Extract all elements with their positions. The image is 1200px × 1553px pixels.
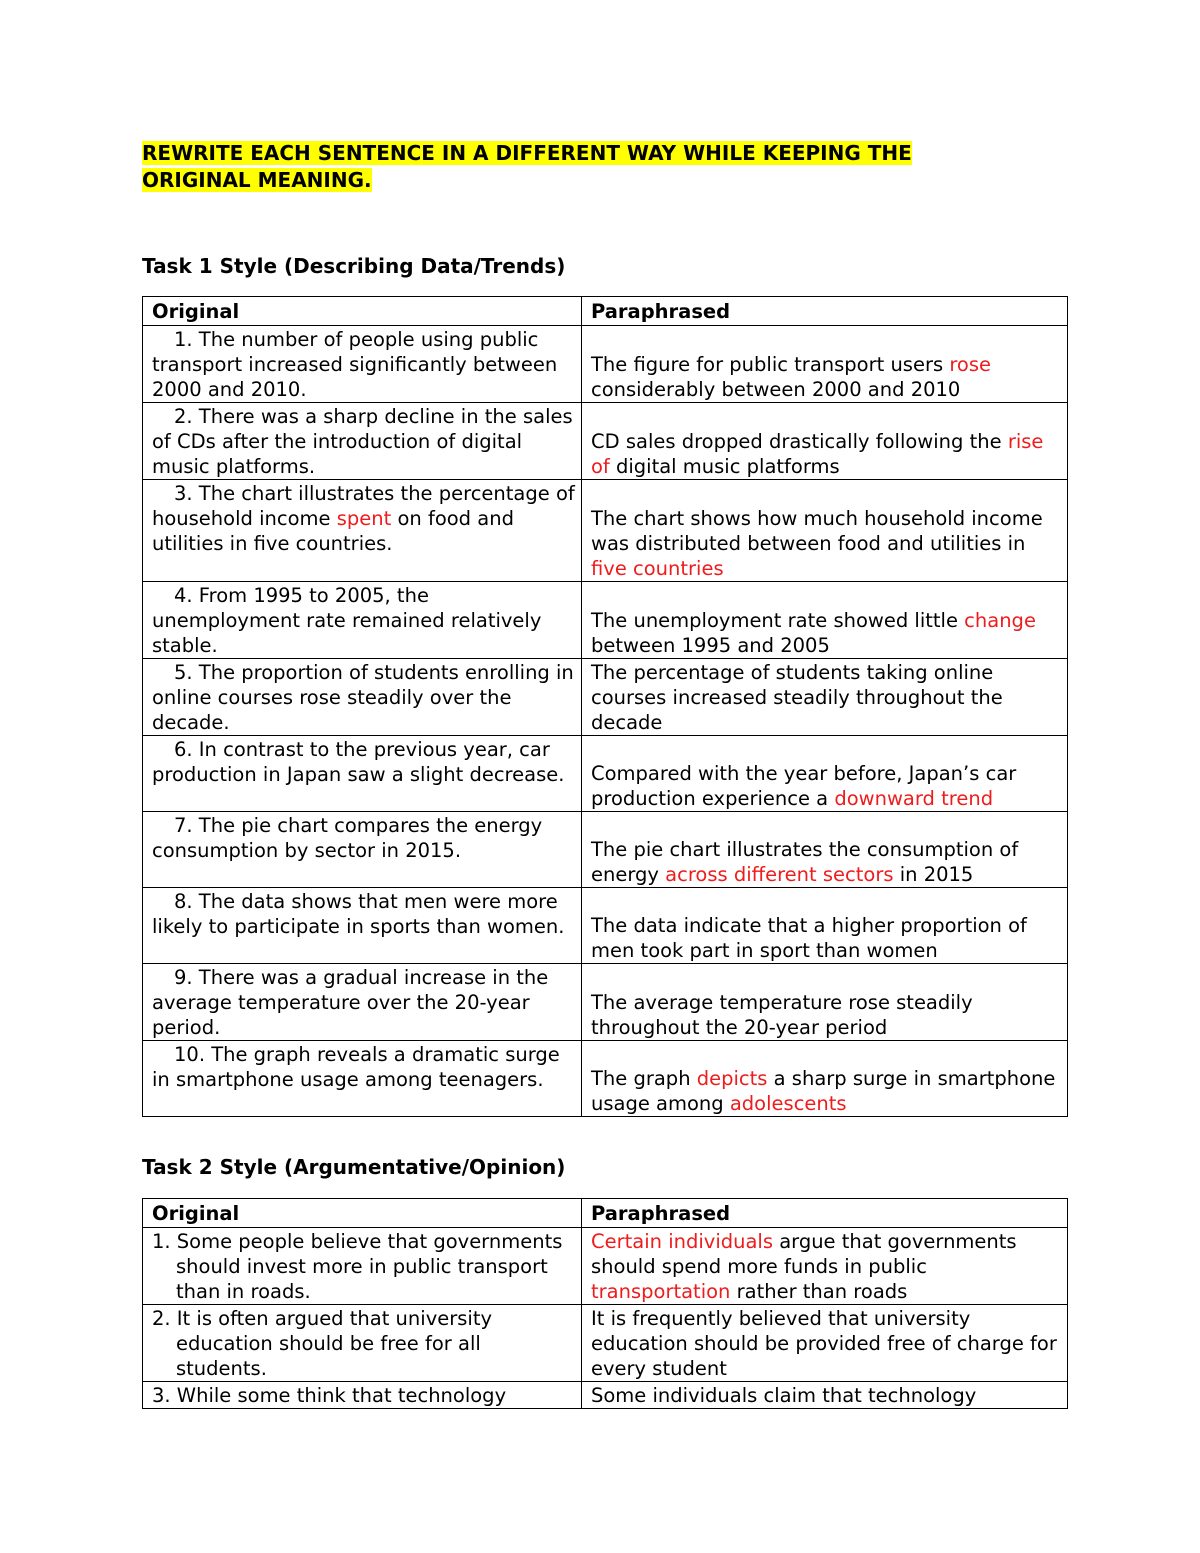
- text-segment: on food and utilities in five countries.: [152, 507, 514, 555]
- task1-table: [142, 296, 1068, 1117]
- text-segment: 8. The data shows that men were more likely to participate in sports than women.: [152, 890, 565, 938]
- original-sentence: [143, 403, 582, 480]
- highlighted-phrase: depicts: [696, 1067, 768, 1090]
- text-segment: 9. There was a gradual increase in the average temperature over the 20-year period.: [152, 966, 549, 1039]
- task2-title: Task 2 Style (Argumentative/Opinion): [142, 1155, 566, 1179]
- task2-table: [142, 1198, 1068, 1409]
- text-segment: 7. The pie chart compares the energy consumption by sector in 2015.: [152, 814, 543, 862]
- original-sentence: [143, 582, 582, 659]
- text-segment: rather than roads: [730, 1280, 908, 1303]
- text-segment: Some individuals claim that technology: [591, 1384, 977, 1407]
- original-sentence: [143, 812, 582, 888]
- original-sentence: [143, 326, 582, 403]
- text-segment: 2. There was a sharp decline in the sales of CDs after the introduction of digital music platforms.: [152, 405, 573, 478]
- text-segment: 3. While some think that technology: [152, 1384, 507, 1407]
- text-segment: 3. The chart illustrates the percentage of household income: [152, 482, 575, 530]
- task2-header-original: Original: [143, 1199, 582, 1228]
- paraphrased-sentence: [582, 736, 1068, 812]
- original-sentence: [143, 1305, 582, 1382]
- text-segment: The pie chart illustrates the consumption of energy: [591, 838, 1019, 886]
- original-text: [152, 1229, 575, 1304]
- original-text: [152, 583, 575, 658]
- highlighted-phrase: rise of: [591, 430, 1044, 478]
- text-segment: digital music platforms: [609, 455, 840, 478]
- paraphrased-sentence: [582, 326, 1068, 403]
- text-segment: 6. In contrast to the previous year, car production in Japan saw a slight decrease.: [152, 738, 565, 786]
- task1-header-paraphrased: Paraphrased: [582, 297, 1068, 326]
- original-text: [152, 965, 575, 1040]
- original-text: [152, 327, 575, 402]
- original-text: [152, 481, 575, 556]
- original-text: [152, 813, 575, 863]
- text-segment: 5. The proportion of students enrolling in online courses rose steadily over the decade.: [152, 661, 574, 734]
- table-row: [143, 480, 1068, 582]
- original-sentence: [143, 1228, 582, 1305]
- highlighted-phrase: transportation: [591, 1280, 731, 1303]
- table-row: [143, 326, 1068, 403]
- table-row: [143, 812, 1068, 888]
- text-segment: 10. The graph reveals a dramatic surge in smartphone usage among teenagers.: [152, 1043, 560, 1091]
- table-row: [143, 964, 1068, 1041]
- table-row: [143, 403, 1068, 480]
- paraphrased-sentence: [582, 659, 1068, 736]
- highlighted-phrase: adolescents: [729, 1092, 847, 1115]
- text-segment: Compared with the year before, Japan’s car production experience a: [591, 762, 1017, 810]
- text-segment: The unemployment rate showed little: [591, 609, 965, 632]
- paraphrased-sentence: [582, 888, 1068, 964]
- text-segment: 1. The number of people using public transport increased significantly between 2000 and 2010.: [152, 328, 558, 401]
- table-row: [143, 582, 1068, 659]
- original-sentence: [143, 1041, 582, 1117]
- task1-header-row: [143, 297, 1068, 326]
- original-text: [152, 737, 575, 787]
- text-segment: a sharp surge in smartphone usage among: [591, 1067, 1056, 1115]
- text-segment: 1. Some people believe that governments should invest more in public transport than in roads.: [152, 1230, 563, 1303]
- paraphrased-sentence: [582, 403, 1068, 480]
- text-segment: It is frequently believed that university education should be provided free of charge for every student: [591, 1307, 1057, 1380]
- text-segment: The percentage of students taking online courses increased steadily throughout the decade: [591, 661, 1003, 734]
- text-segment: in 2015: [893, 863, 974, 886]
- text-segment: between 1995 and 2005: [591, 634, 830, 657]
- paraphrased-sentence: [582, 1041, 1068, 1117]
- paraphrased-sentence: [582, 812, 1068, 888]
- text-segment: argue that governments should spend more funds in public: [591, 1230, 1017, 1278]
- original-sentence: [143, 888, 582, 964]
- task2-body: [143, 1228, 1068, 1409]
- highlighted-phrase: spent: [336, 507, 392, 530]
- text-segment: considerably between 2000 and 2010: [591, 378, 961, 401]
- table-row: [143, 1041, 1068, 1117]
- table-row: [143, 888, 1068, 964]
- task2-header-paraphrased: Paraphrased: [582, 1199, 1068, 1228]
- instruction-highlight: REWRITE EACH SENTENCE IN A DIFFERENT WAY WHILE KEEPING THE ORIGINAL MEANING.: [142, 141, 912, 192]
- table-row: [143, 659, 1068, 736]
- original-sentence: [143, 736, 582, 812]
- original-text: [152, 660, 575, 735]
- table-row: [143, 1228, 1068, 1305]
- table-row: [143, 736, 1068, 812]
- highlighted-phrase: downward trend: [834, 787, 994, 810]
- text-segment: 4. From 1995 to 2005, the unemployment rate remained relatively stable.: [152, 584, 542, 657]
- original-text: [152, 1306, 575, 1381]
- highlighted-phrase: five countries: [591, 557, 724, 580]
- text-segment: 2. It is often argued that university education should be free for all students.: [152, 1307, 493, 1380]
- task1-body: [143, 326, 1068, 1117]
- text-segment: CD sales dropped drastically following the: [591, 430, 1008, 453]
- highlighted-phrase: rose: [949, 353, 992, 376]
- instruction-heading: [142, 140, 1022, 194]
- original-text: [152, 889, 575, 939]
- task1-title: Task 1 Style (Describing Data/Trends): [142, 254, 566, 278]
- paraphrased-sentence: [582, 1382, 1068, 1409]
- text-segment: The figure for public transport users: [591, 353, 950, 376]
- text-segment: The average temperature rose steadily throughout the 20-year period: [591, 991, 973, 1039]
- original-sentence: [143, 480, 582, 582]
- paraphrased-sentence: [582, 1305, 1068, 1382]
- original-sentence: [143, 659, 582, 736]
- text-segment: The chart shows how much household income was distributed between food and utilities in: [591, 507, 1043, 555]
- paraphrased-sentence: [582, 964, 1068, 1041]
- highlighted-phrase: across different sectors: [665, 863, 894, 886]
- table-row: [143, 1382, 1068, 1409]
- highlighted-phrase: change: [964, 609, 1036, 632]
- original-sentence: [143, 964, 582, 1041]
- table-row: [143, 1305, 1068, 1382]
- task1-header-original: Original: [143, 297, 582, 326]
- highlighted-phrase: Certain individuals: [591, 1230, 773, 1253]
- original-sentence: [143, 1382, 582, 1409]
- original-text: [152, 1383, 575, 1408]
- paraphrased-sentence: [582, 582, 1068, 659]
- text-segment: The graph: [591, 1067, 697, 1090]
- task2-header-row: [143, 1199, 1068, 1228]
- paraphrased-sentence: [582, 1228, 1068, 1305]
- original-text: [152, 404, 575, 479]
- original-text: [152, 1042, 575, 1092]
- text-segment: The data indicate that a higher proportion of men took part in sport than women: [591, 914, 1027, 962]
- paraphrased-sentence: [582, 480, 1068, 582]
